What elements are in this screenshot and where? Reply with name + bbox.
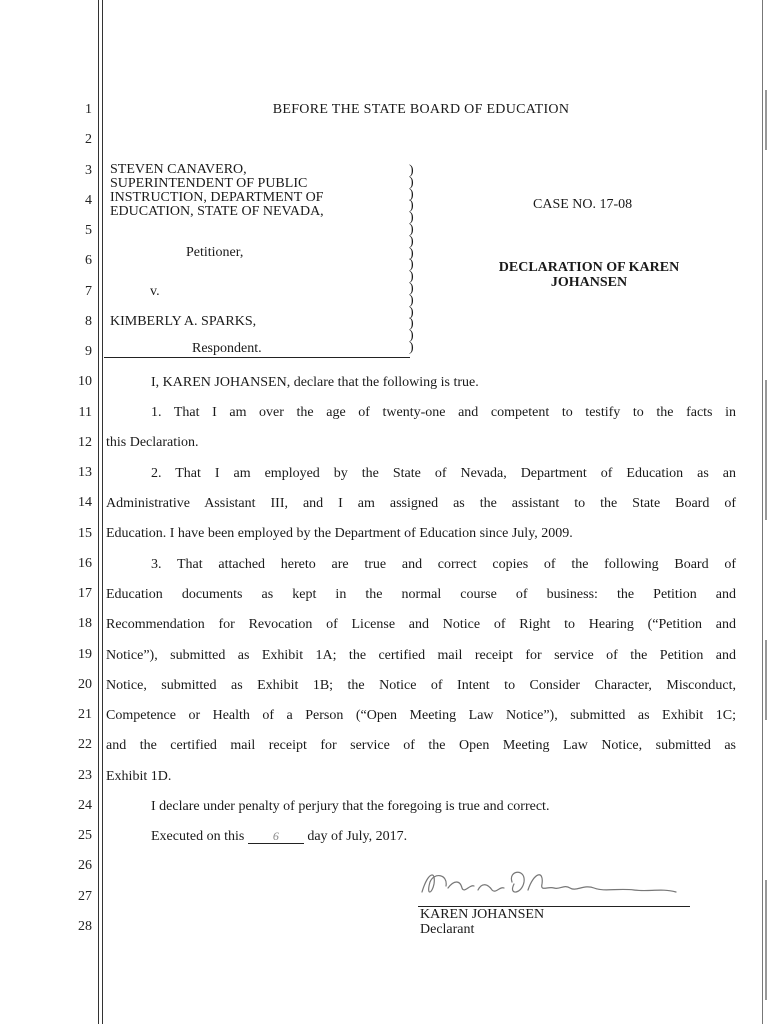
paragraph-3: 3. That attached hereto are true and correct copies of the following Board of (151, 557, 736, 572)
line-number: 3 (85, 163, 92, 178)
paragraph-3: Exhibit 1D. (106, 769, 172, 784)
signature-image (408, 862, 698, 908)
scan-artifact (765, 380, 767, 520)
paragraph-2: Education. I have been employed by the Department of Education since July, 2009. (106, 526, 573, 541)
line-number: 1 (85, 102, 92, 117)
executed-suffix: day of July, 2017. (307, 829, 408, 844)
paragraph-3: and the certified mail receipt for service of the Open Meeting Law Notice, submitted as (106, 738, 736, 753)
line-number: 8 (85, 314, 92, 329)
line-number: 5 (85, 223, 92, 238)
scan-artifact (765, 90, 767, 150)
respondent-role: Respondent. (192, 341, 262, 356)
petitioner-title: EDUCATION, STATE OF NEVADA, (110, 204, 324, 219)
opening-statement: I, KAREN JOHANSEN, declare that the following is true. (151, 375, 479, 390)
signatory-name: KAREN JOHANSEN (420, 907, 545, 922)
case-number: CASE NO. 17-08 (533, 197, 633, 212)
line-number: 16 (78, 556, 92, 571)
line-number: 28 (78, 919, 92, 934)
line-number: 20 (78, 677, 92, 692)
line-number: 15 (78, 526, 92, 541)
line-number: 23 (78, 768, 92, 783)
line-number: 7 (85, 284, 92, 299)
line-number: 17 (78, 586, 92, 601)
line-number: 4 (85, 193, 92, 208)
executed-prefix: Executed on this (151, 829, 245, 844)
petitioner-title: SUPERINTENDENT OF PUBLIC (110, 176, 308, 191)
paragraph-1: this Declaration. (106, 435, 199, 450)
signatory-role: Declarant (420, 922, 475, 937)
perjury-statement: I declare under penalty of perjury that the foregoing is true and correct. (151, 799, 550, 814)
scan-artifact (765, 640, 767, 720)
court-heading: BEFORE THE STATE BOARD OF EDUCATION (272, 102, 570, 117)
paragraph-3: Recommendation for Revocation of License and Notice of Right to Hearing (“Petition and (106, 617, 736, 632)
paragraph-1: 1. That I am over the age of twenty-one and competent to testify to the facts in (151, 405, 736, 420)
document-title: JOHANSEN (550, 275, 628, 290)
versus: v. (150, 284, 160, 299)
line-number: 21 (78, 707, 92, 722)
line-number: 19 (78, 647, 92, 662)
paragraph-2: 2. That I am employed by the State of Nevada, Department of Education as an (151, 466, 736, 481)
line-number: 22 (78, 737, 92, 752)
right-margin-rule (762, 0, 763, 1024)
line-number: 14 (78, 495, 92, 510)
line-number: 24 (78, 798, 92, 813)
line-number: 18 (78, 616, 92, 631)
line-number: 11 (78, 405, 92, 420)
executed-line (151, 828, 407, 846)
executed-day-field: 6 (248, 829, 304, 844)
line-number: 26 (78, 858, 92, 873)
line-number: 25 (78, 828, 92, 843)
petitioner-name: STEVEN CANAVERO, (110, 162, 247, 177)
paragraph-3: Competence or Health of a Person (“Open Meeting Law Notice”), submitted as Exhibit 1C; (106, 708, 736, 723)
line-number: 10 (78, 374, 92, 389)
line-number: 27 (78, 889, 92, 904)
respondent-name: KIMBERLY A. SPARKS, (110, 314, 257, 329)
paragraph-3: Education documents as kept in the normal course of business: the Petition and (106, 587, 736, 602)
petitioner-title: INSTRUCTION, DEPARTMENT OF (110, 190, 324, 205)
line-number: 6 (85, 253, 92, 268)
caption-underline (104, 357, 410, 358)
left-margin-rule-inner (102, 0, 103, 1024)
line-number: 2 (85, 132, 92, 147)
left-margin-rule (98, 0, 99, 1024)
line-number: 13 (78, 465, 92, 480)
document-title: DECLARATION OF KAREN (498, 260, 680, 275)
caption-parentheses: ) ) ) ) ) ) ) ) ) ) ) ) ) ) ) ) (409, 163, 414, 355)
line-number: 12 (78, 435, 92, 450)
paragraph-2: Administrative Assistant III, and I am assigned as the assistant to the State Board of (106, 496, 736, 511)
scan-artifact (765, 880, 767, 1000)
petitioner-role: Petitioner, (186, 245, 244, 260)
line-number: 9 (85, 344, 92, 359)
paragraph-3: Notice”), submitted as Exhibit 1A; the certified mail receipt for service of the Petition and (106, 648, 736, 663)
paragraph-3: Notice, submitted as Exhibit 1B; the Notice of Intent to Consider Character, Misconduct, (106, 678, 736, 693)
